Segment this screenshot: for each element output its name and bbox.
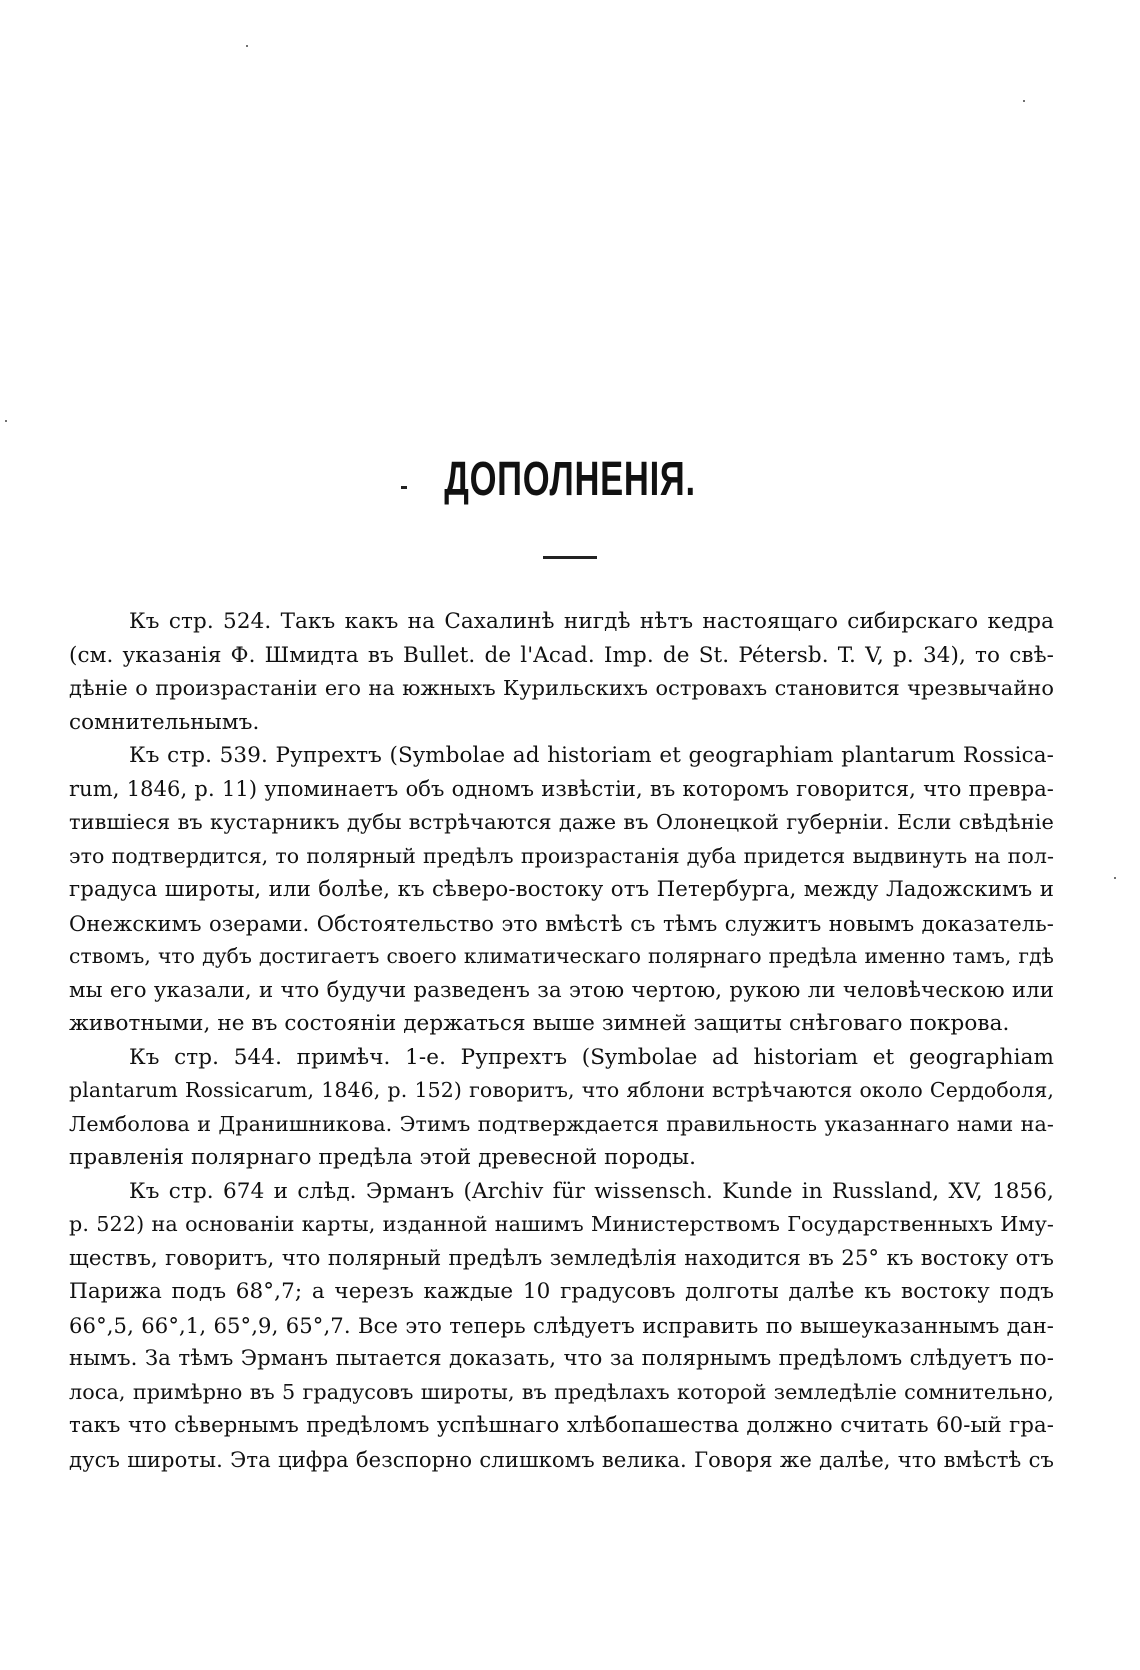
text-line: градуса широты, или болѣе, къ сѣверо-востоку отъ Петербурга, между Ладожскимъ и (69, 877, 1054, 902)
scan-speck (1023, 100, 1025, 102)
text-line: p. 522) на основаніи карты, изданной нашимъ Министерствомъ Государственныхъ Иму- (69, 1212, 1054, 1236)
scan-speck (1114, 877, 1116, 879)
text-line: это подтвердится, то полярный предѣлъ произрастанія дуба придется выдвинуть на пол- (69, 843, 1054, 868)
text-line: Лемболова и Дранишникова. Этимъ подтверждается правильность указаннаго нами на- (69, 1111, 1054, 1136)
text-line: нымъ. За тѣмъ Эрманъ пытается доказать, что за полярнымъ предѣломъ слѣдуетъ по- (69, 1346, 1054, 1371)
text-line: rum, 1846, p. 11) упоминаетъ объ одномъ извѣстіи, въ которомъ говорится, что превра- (69, 776, 1054, 801)
title-rule (543, 556, 597, 559)
text-line: правленія полярнаго предѣла этой древесной породы. (69, 1145, 697, 1170)
text-line: 66°,5, 66°,1, 65°,9, 65°,7. Все это теперь слѣдуетъ исправить по вышеуказаннымъ дан- (69, 1312, 1054, 1338)
text-line: plantarum Rossicarum, 1846, p. 152) говоритъ, что яблони встрѣчаются около Сердоболя, (69, 1078, 1054, 1102)
text-line: животными, не въ состояніи держаться выше зимней защиты снѣговаго покрова. (69, 1011, 1010, 1036)
text-line: лоса, примѣрно въ 5 градусовъ широты, въ предѣлахъ которой земледѣліе сомнительно, (69, 1379, 1054, 1404)
scan-speck (246, 45, 248, 47)
text-line: (см. указанія Ф. Шмидта въ Bullet. de l'Acad. Imp. de St. Pétersb. T. V, p. 34), то свѣ- (69, 642, 1054, 668)
text-line: Къ стр. 674 и слѣд. Эрманъ (Archiv für wissensch. Kunde in Russland, XV, 1856, (129, 1178, 1054, 1204)
text-line: дѣніе о произрастаніи его на южныхъ Курильскихъ островахъ становится чрезвычайно (69, 676, 1054, 700)
text-line: дусъ широты. Эта цифра безспорно слишкомъ велика. Говоря же далѣе, что вмѣстѣ съ (69, 1446, 1054, 1472)
text-line: Парижа подъ 68°,7; а черезъ каждые 10 градусовъ долготы далѣе къ востоку подъ (69, 1279, 1054, 1304)
text-line: Къ стр. 524. Такъ какъ на Сахалинѣ нигдѣ нѣтъ настоящаго сибирскаго кедра (129, 609, 1054, 634)
text-line: Къ стр. 544. примѣч. 1-е. Рупрехтъ (Symbolae ad historiam et geographiam (129, 1044, 1054, 1070)
text-line: ствомъ, что дубъ достигаетъ своего климатическаго полярнаго предѣла именно тамъ, гдѣ (69, 944, 1054, 968)
body-text (69, 605, 1054, 1476)
scan-speck (5, 420, 7, 422)
text-line: сомнительнымъ. (69, 709, 260, 735)
text-line: Онежскимъ озерами. Обстоятельство это вмѣстѣ съ тѣмъ служитъ новымъ доказатель- (69, 910, 1054, 936)
text-line: ществъ, говоритъ, что полярный предѣлъ земледѣлія находится въ 25° къ востоку отъ (69, 1245, 1054, 1271)
text-line: мы его указали, и что будучи разведенъ за этою чертою, рукою ли человѣческою или (69, 977, 1054, 1003)
text-line: такъ что сѣвернымъ предѣломъ успѣшнаго хлѣбопашества должно считать 60-ый гра- (69, 1413, 1054, 1438)
text-line: Къ стр. 539. Рупрехтъ (Symbolae ad historiam et geographiam plantarum Rossica- (129, 743, 1054, 768)
page-title: ДОПОЛНЕНІЯ. (444, 453, 696, 506)
text-line: тившіеся въ кустарникъ дубы встрѣчаются даже въ Олонецкой губерніи. Если свѣдѣніе (69, 810, 1054, 834)
